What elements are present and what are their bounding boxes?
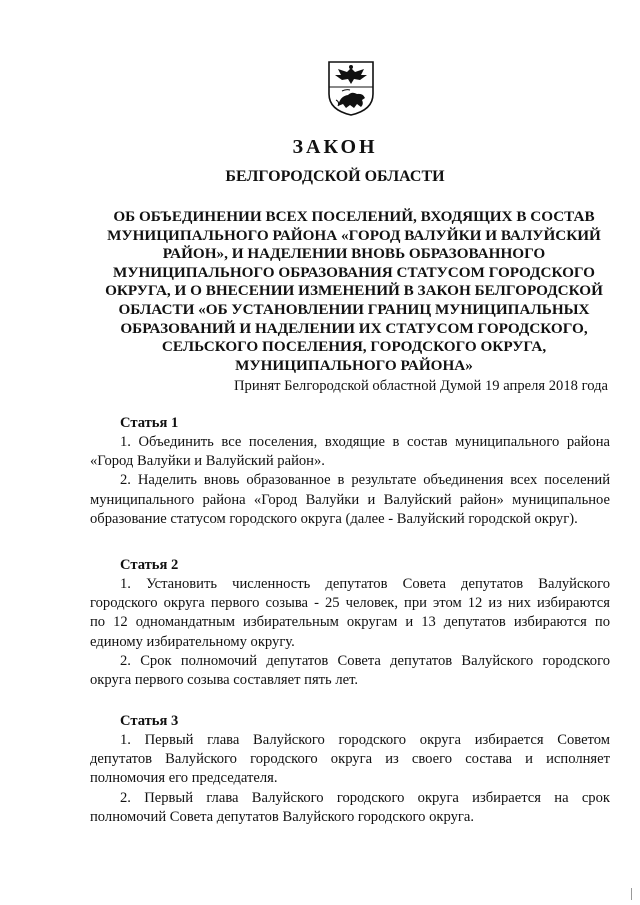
adoption-note: Принят Белгородской областной Думой 19 апреля 2018 года bbox=[233, 378, 608, 394]
subject-line: ОКРУГА, И О ВНЕСЕНИИ ИЗМЕНЕНИЙ В ЗАКОН БЕЛГОРОДСКОЙ bbox=[105, 282, 603, 300]
article-text-line: единому избирательному округу. bbox=[90, 633, 295, 650]
article-text-line: городского округа первого созыва - 25 человек, при этом 12 из них избираются bbox=[90, 595, 610, 612]
region-title: БЕЛГОРОДСКОЙ ОБЛАСТИ bbox=[225, 168, 445, 185]
page-edge-mark bbox=[625, 888, 632, 900]
article-text-line: по 12 одномандатным избирательным округам и 13 депутатов избираются по bbox=[90, 614, 610, 631]
article-text-line: образование статусом городского округа (далее - Валуйский городской округ). bbox=[90, 510, 578, 527]
article-text-line: полномочий Совета депутатов Валуйского городского округа. bbox=[90, 808, 474, 825]
article-text-line: 1. Установить численность депутатов Совета депутатов Валуйского bbox=[120, 576, 610, 592]
subject-line: ОБ ОБЪЕДИНЕНИИ ВСЕХ ПОСЕЛЕНИЙ, ВХОДЯЩИХ В СОСТАВ bbox=[113, 208, 595, 225]
subject-line: МУНИЦИПАЛЬНОГО РАЙОНА «ГОРОД ВАЛУЙКИ И ВАЛУЙСКИЙ bbox=[107, 226, 601, 244]
subject-line: ОБЛАСТИ «ОБ УСТАНОВЛЕНИИ ГРАНИЦ МУНИЦИПАЛЬНЫХ bbox=[118, 300, 590, 318]
subject-line: СЕЛЬСКОГО ПОСЕЛЕНИЯ, ГОРОДСКОГО ОКРУГА, bbox=[161, 338, 547, 356]
article-text-line: 2. Срок полномочий депутатов Совета депутатов Валуйского городского bbox=[120, 652, 610, 669]
article-1 bbox=[90, 414, 610, 529]
subject-line: РАЙОН», И НАДЕЛЕНИИ ВНОВЬ ОБРАЗОВАННОГО bbox=[162, 245, 546, 263]
article-text-line: «Город Валуйки и Валуйский район». bbox=[90, 453, 325, 470]
subject-line: ОБРАЗОВАНИЙ И НАДЕЛЕНИИ ИХ СТАТУСОМ ГОРОДСКОГО, bbox=[120, 319, 588, 337]
subject-line: МУНИЦИПАЛЬНОГО ОБРАЗОВАНИЯ СТАТУСОМ ГОРОДСКОГО bbox=[113, 263, 595, 281]
article-heading: Статья 3 bbox=[120, 713, 179, 729]
article-text-line: полномочия его председателя. bbox=[90, 770, 278, 787]
coat-of-arms-icon bbox=[326, 60, 376, 116]
article-heading: Статья 1 bbox=[120, 415, 179, 431]
article-3 bbox=[90, 712, 610, 827]
article-text-line: 1. Объединить все поселения, входящие в состав муниципального района bbox=[120, 434, 610, 450]
article-text-line: 2. Первый глава Валуйского городского округа избирается на срок bbox=[120, 789, 610, 806]
article-text-line: депутатов Валуйского городского округа из своего состава и исполняет bbox=[90, 751, 610, 768]
article-text-line: округа первого созыва составляет пять лет. bbox=[90, 672, 359, 689]
article-text-line: муниципального района «Город Валуйки и Валуйский район» муниципальное bbox=[90, 491, 610, 508]
article-text-line: 2. Наделить вновь образованное в результате объединения всех поселений bbox=[120, 472, 610, 489]
article-heading: Статья 2 bbox=[120, 557, 179, 573]
article-text-line: 1. Первый глава Валуйского городского округа избирается Советом bbox=[120, 732, 610, 748]
article-2 bbox=[90, 556, 610, 690]
subject-line: МУНИЦИПАЛЬНОГО РАЙОНА» bbox=[235, 356, 473, 374]
law-title: ЗАКОН bbox=[292, 136, 378, 158]
law-subject bbox=[98, 208, 610, 375]
